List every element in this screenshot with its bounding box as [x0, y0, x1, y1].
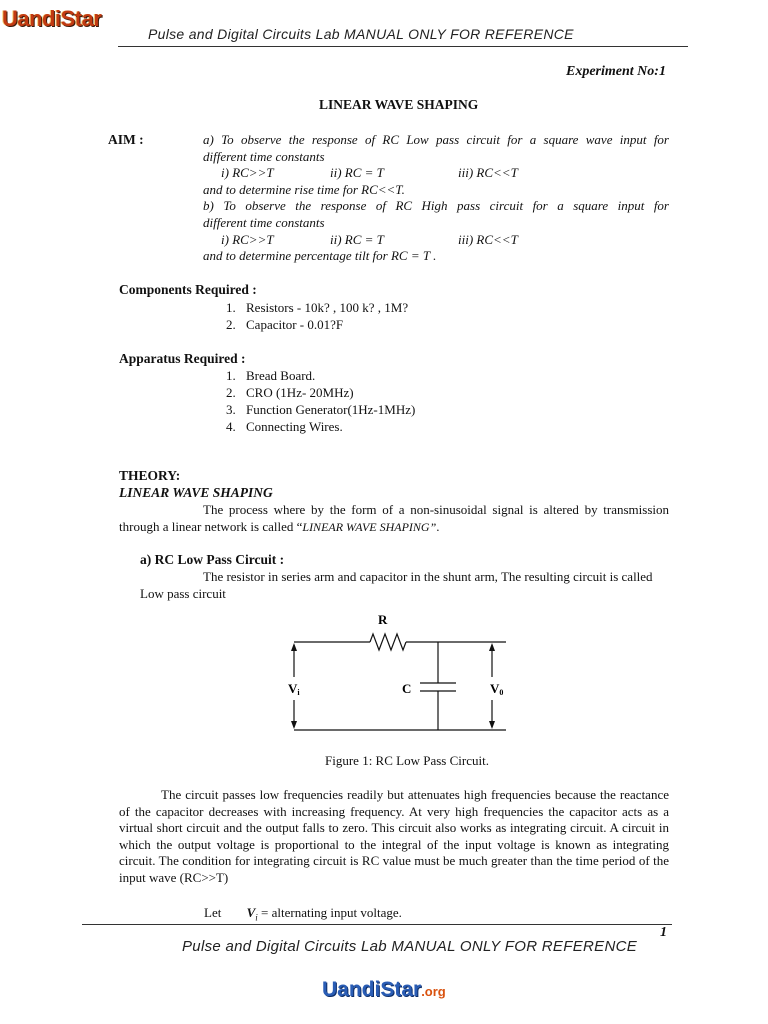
theory-text-end: . — [436, 518, 440, 534]
aim-line: and to determine rise time for RC<<T. — [203, 181, 405, 197]
vo-arrowhead-up — [489, 643, 495, 651]
aim-line: a) To observe the response of RC Low pass circuit for a square wave input for — [203, 132, 669, 147]
apparatus-list — [226, 367, 415, 435]
uandistar-logo: UandiStar — [2, 6, 102, 31]
vi-arrowhead-up — [291, 643, 297, 651]
case-2: ii) RC = T — [330, 231, 384, 247]
theory-subheading: LINEAR WAVE SHAPING — [119, 485, 273, 500]
list-item: 3. Function Generator(1Hz-1MHz) — [226, 402, 416, 417]
page-number: 1 — [660, 925, 667, 940]
theory-italic-term: LINEAR WAVE SHAPING” — [302, 519, 437, 534]
let-variable: V — [246, 905, 256, 920]
vi-label: Vi — [288, 681, 300, 697]
rc-low-pass-heading: a) RC Low Pass Circuit : — [140, 552, 285, 567]
aim-line: and to determine percentage tilt for RC = T . — [203, 248, 437, 264]
list-item: 4. Connecting Wires. — [226, 419, 343, 434]
footer-logo — [322, 978, 446, 1002]
components-list — [226, 299, 408, 333]
theory-heading: THEORY: — [119, 468, 181, 483]
resistor-label: R — [378, 612, 388, 627]
aim-line: b) To observe the response of RC High pass circuit for a square input for — [203, 198, 669, 214]
vo-arrowhead-down — [489, 721, 495, 729]
page-header: Pulse and Digital Circuits Lab MANUAL ONLY FOR REFERENCE — [148, 26, 574, 42]
rc-low-pass-circuit-diagram — [280, 605, 520, 745]
capacitor-label: C — [402, 681, 412, 696]
resistor-symbol — [370, 634, 406, 650]
case-1: i) RC>>T — [221, 165, 274, 181]
list-item: 1. Resistors - 10k? , 100 k? , 1M? — [226, 300, 409, 315]
let-word: Let — [204, 905, 222, 920]
theory-text: The process where by the form of a non-sinusoidal signal is altered by transmission through a linear network is called “ — [119, 502, 669, 534]
let-rest: = alternating input voltage. — [257, 905, 402, 920]
aim-cases — [203, 232, 669, 249]
theory-paragraph — [119, 502, 669, 535]
header-rule — [118, 46, 688, 47]
case-3: iii) RC<<T — [458, 231, 518, 247]
aim-line: different time constants — [203, 214, 325, 230]
let-line — [204, 905, 402, 926]
footer-logo-suffix: .org — [421, 984, 446, 999]
aim-body — [203, 132, 669, 265]
list-item: 1. Bread Board. — [226, 368, 316, 383]
let-variable-sub: i — [255, 912, 258, 923]
case-2: ii) RC = T — [330, 165, 384, 181]
page-footer: Pulse and Digital Circuits Lab MANUAL ONLY FOR REFERENCE — [182, 938, 638, 955]
case-3: iii) RC<<T — [458, 165, 518, 181]
rc-low-pass-desc: The resistor in series arm and capacitor in the shunt arm, The resulting circuit is called Low pass circuit — [140, 569, 653, 601]
page-title: LINEAR WAVE SHAPING — [319, 97, 479, 112]
vo-label: V0 — [490, 681, 504, 697]
vi-arrowhead-down — [291, 721, 297, 729]
footer-rule — [82, 924, 672, 925]
aim-cases — [203, 165, 669, 182]
footer-logo-text: UandiStar — [322, 978, 422, 1001]
apparatus-heading: Apparatus Required : — [119, 351, 246, 366]
aim-line: different time constants — [203, 148, 325, 164]
figure-caption: Figure 1: RC Low Pass Circuit. — [325, 753, 489, 768]
list-item: 2. Capacitor - 0.01?F — [226, 317, 344, 332]
case-1: i) RC>>T — [221, 231, 274, 247]
aim-label: AIM : — [108, 132, 144, 147]
body-paragraph: The circuit passes low frequencies readily but attenuates high frequencies because the reactance of the capacitor decreases with increasing frequency. At very high frequencies the capacitor acts as a virtual short circuit and the output falls to zero. This circuit also works as integrating circuit. A circuit in which the output voltage is proportional to the integral of the input voltage is known as integrating circuit. The condition for integrating circuit is RC value must be much greater than the time period of the input wave (RC>>T) — [119, 787, 669, 885]
list-item: 2. CRO (1Hz- 20MHz) — [226, 385, 354, 400]
components-heading: Components Required : — [119, 282, 257, 297]
experiment-number: Experiment No:1 — [566, 64, 666, 79]
